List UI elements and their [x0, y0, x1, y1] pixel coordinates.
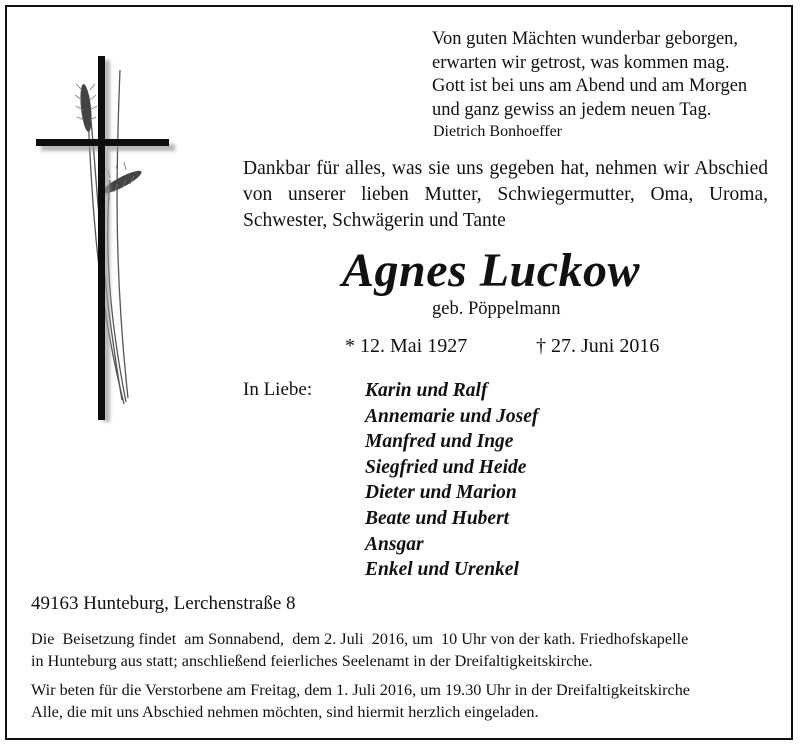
- address: 49163 Hunteburg, Lerchenstraße 8: [31, 593, 296, 614]
- mourner-name: Siegfried und Heide: [365, 456, 527, 478]
- intro-text: Dankbar für alles, was sie uns gegeben hat, nehmen wir Abschied von unserer lieben Mutter, Schwiegermutter, Oma, Uroma, Schwester, Schwägerin und Tante: [243, 158, 768, 231]
- mourner-name: Enkel und Urenkel: [365, 559, 519, 581]
- funeral-line: Die Beisetzung findet am Sonnabend, dem 2. Juli 2016, um 10 Uhr von der kath. Friedhofskapelle: [31, 630, 689, 648]
- prayer-info: [31, 680, 690, 723]
- funeral-line: in Hunteburg aus statt; anschließend feierliches Seelenamt in der Dreifaltigkeitskirche.: [31, 651, 593, 670]
- mourner-name: Ansgar: [365, 533, 424, 555]
- death-date: † 27. Juni 2016: [536, 335, 660, 357]
- poem: [432, 28, 747, 122]
- mourner-name: Annemarie und Josef: [365, 405, 539, 427]
- deceased-name: Agnes Luckow: [342, 244, 641, 297]
- birth-date: * 12. Mai 1927: [345, 335, 468, 357]
- funeral-info: [31, 629, 688, 672]
- poem-line: Gott ist bei uns am Abend und am Morgen: [432, 76, 748, 96]
- poem-line: und ganz gewiss an jedem neuen Tag.: [432, 99, 712, 120]
- poem-author: Dietrich Bonhoeffer: [433, 123, 562, 140]
- cross-with-wheat-icon: [30, 50, 180, 430]
- poem-line: Von guten Mächten wunderbar geborgen,: [432, 29, 739, 49]
- mourner-name: Beate und Hubert: [365, 507, 510, 529]
- mourner-name: Karin und Ralf: [365, 380, 488, 401]
- prayer-line: Alle, die mit uns Abschied nehmen möchten, sind hiermit herzlich eingeladen.: [31, 702, 539, 721]
- mourner-name: Dieter und Marion: [365, 482, 517, 504]
- mourners-list: [365, 378, 538, 583]
- poem-line: erwarten wir getrost, was kommen mag.: [432, 52, 730, 73]
- prayer-line: Wir beten für die Verstorbene am Freitag, dem 1. Juli 2016, um 19.30 Uhr in der Dreifaltigkeitskirche: [31, 681, 690, 699]
- mourner-name: Manfred und Inge: [365, 431, 514, 453]
- maiden-name: geb. Pöppelmann: [432, 299, 561, 319]
- mourners-label: In Liebe:: [243, 379, 313, 400]
